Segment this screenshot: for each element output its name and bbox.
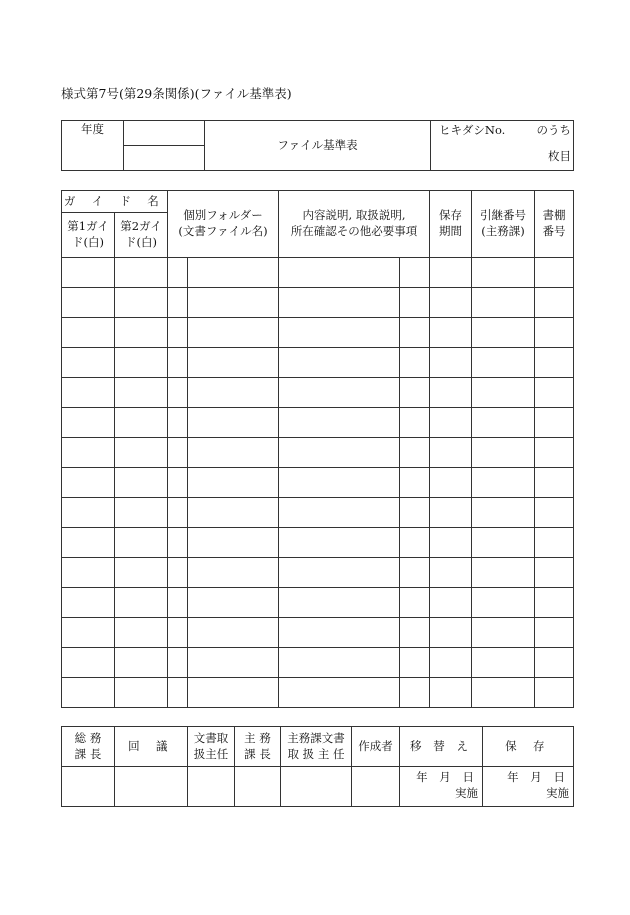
- table-cell[interactable]: [62, 348, 115, 378]
- table-cell[interactable]: [472, 378, 535, 408]
- table-cell[interactable]: [279, 288, 400, 318]
- shelf-header-line1: 書棚: [542, 208, 566, 223]
- table-cell[interactable]: [430, 528, 472, 558]
- file-header-table: [61, 120, 574, 171]
- table-cell[interactable]: [115, 618, 168, 648]
- table-cell[interactable]: [400, 408, 430, 438]
- table-cell[interactable]: [400, 678, 430, 708]
- drawer-cell[interactable]: [431, 121, 574, 171]
- utsurikae-date: 年 月 日: [416, 770, 478, 784]
- shumuka-line1: 主務課文書: [287, 730, 345, 745]
- table-cell[interactable]: [279, 678, 400, 708]
- table-cell[interactable]: [188, 288, 279, 318]
- table-cell[interactable]: [62, 438, 115, 468]
- table-cell[interactable]: [62, 528, 115, 558]
- table-cell[interactable]: [400, 438, 430, 468]
- table-cell[interactable]: [188, 348, 279, 378]
- table-cell[interactable]: [115, 648, 168, 678]
- table-row: [62, 348, 574, 378]
- table-cell[interactable]: [168, 288, 188, 318]
- table-cell[interactable]: [430, 288, 472, 318]
- table-cell[interactable]: [188, 318, 279, 348]
- table-cell[interactable]: [188, 528, 279, 558]
- table-cell[interactable]: [168, 498, 188, 528]
- table-cell[interactable]: [168, 558, 188, 588]
- maime-label: 枚目: [548, 149, 571, 163]
- bunsho-stamp[interactable]: [188, 767, 235, 807]
- table-cell[interactable]: [472, 468, 535, 498]
- table-cell[interactable]: [168, 348, 188, 378]
- table-cell[interactable]: [430, 408, 472, 438]
- utsurikae-jisshi: 実施: [455, 785, 478, 800]
- shumu-line2: 課 長: [244, 746, 271, 761]
- table-cell[interactable]: [472, 588, 535, 618]
- hozon-date-cell[interactable]: [483, 767, 574, 807]
- table-cell[interactable]: [535, 648, 574, 678]
- table-row: [62, 408, 574, 438]
- table-cell[interactable]: [535, 408, 574, 438]
- table-cell[interactable]: [279, 558, 400, 588]
- table-cell[interactable]: [535, 618, 574, 648]
- table-cell[interactable]: [188, 408, 279, 438]
- table-row: [62, 498, 574, 528]
- table-cell[interactable]: [400, 258, 430, 288]
- table-row: [62, 378, 574, 408]
- table-cell[interactable]: [535, 288, 574, 318]
- table-cell[interactable]: [430, 258, 472, 288]
- table-cell[interactable]: [62, 678, 115, 708]
- kaigi-stamp[interactable]: [115, 767, 188, 807]
- table-cell[interactable]: [535, 318, 574, 348]
- table-cell[interactable]: [62, 618, 115, 648]
- guide2-header: 第2ガイド(白): [115, 213, 168, 258]
- table-cell[interactable]: [400, 288, 430, 318]
- file-list-table: [61, 190, 574, 708]
- retention-header: [430, 191, 472, 258]
- table-cell[interactable]: [115, 498, 168, 528]
- table-cell[interactable]: [535, 678, 574, 708]
- table-cell[interactable]: [279, 468, 400, 498]
- table-cell[interactable]: [430, 498, 472, 528]
- table-cell[interactable]: [188, 438, 279, 468]
- table-cell[interactable]: [535, 438, 574, 468]
- table-cell[interactable]: [400, 348, 430, 378]
- table-cell[interactable]: [115, 348, 168, 378]
- table-row: [62, 678, 574, 708]
- table-cell[interactable]: [472, 678, 535, 708]
- table-cell[interactable]: [168, 468, 188, 498]
- guide1-header: 第1ガイド(白): [62, 213, 115, 258]
- table-cell[interactable]: [115, 288, 168, 318]
- table-cell[interactable]: [115, 438, 168, 468]
- table-row: [62, 468, 574, 498]
- table-cell[interactable]: [62, 648, 115, 678]
- table-row: [62, 288, 574, 318]
- utsurikae-date-cell[interactable]: [400, 767, 483, 807]
- table-cell[interactable]: [279, 378, 400, 408]
- description-header-line1: 内容説明, 取扱説明,: [302, 208, 406, 223]
- table-cell[interactable]: [62, 558, 115, 588]
- table-cell[interactable]: [115, 408, 168, 438]
- table-cell[interactable]: [115, 678, 168, 708]
- table-cell[interactable]: [430, 378, 472, 408]
- shelf-header: [535, 191, 574, 258]
- bunsho-header: [188, 727, 235, 767]
- table-cell[interactable]: [400, 648, 430, 678]
- description-header: [279, 191, 430, 258]
- sakusei-header: 作成者: [352, 727, 400, 767]
- soumu-header: [62, 727, 115, 767]
- table-cell[interactable]: [115, 378, 168, 408]
- table-row: [62, 318, 574, 348]
- description-header-line2: 所在確認その他必要事項: [290, 224, 418, 238]
- table-cell[interactable]: [400, 558, 430, 588]
- table-cell[interactable]: [188, 588, 279, 618]
- table-cell[interactable]: [430, 318, 472, 348]
- shumu-line1: 主 務: [244, 730, 271, 745]
- table-cell[interactable]: [430, 438, 472, 468]
- table-cell[interactable]: [472, 408, 535, 438]
- table-cell[interactable]: [188, 468, 279, 498]
- table-cell[interactable]: [279, 498, 400, 528]
- header-title: ファイル基準表: [205, 121, 431, 171]
- table-cell[interactable]: [430, 588, 472, 618]
- table-cell[interactable]: [279, 258, 400, 288]
- folder-header-line2: (文書ファイル名): [178, 224, 268, 238]
- table-cell[interactable]: [400, 588, 430, 618]
- table-cell[interactable]: [188, 378, 279, 408]
- table-cell[interactable]: [115, 318, 168, 348]
- table-cell[interactable]: [188, 258, 279, 288]
- table-cell[interactable]: [279, 618, 400, 648]
- table-cell[interactable]: [188, 648, 279, 678]
- hozon-header: 保 存: [483, 727, 574, 767]
- table-cell[interactable]: [279, 318, 400, 348]
- approval-table: [61, 726, 574, 807]
- table-cell[interactable]: [168, 408, 188, 438]
- table-cell[interactable]: [279, 408, 400, 438]
- year-label: 年度: [62, 121, 124, 171]
- table-row: [62, 258, 574, 288]
- table-cell[interactable]: [430, 648, 472, 678]
- table-cell[interactable]: [62, 288, 115, 318]
- transfer-header: [472, 191, 535, 258]
- bunsho-line2: 扱主任: [193, 746, 229, 761]
- table-cell[interactable]: [430, 558, 472, 588]
- table-cell[interactable]: [168, 438, 188, 468]
- table-cell[interactable]: [400, 498, 430, 528]
- table-row: [62, 618, 574, 648]
- hikidashi-label: ヒキダシNo.: [439, 123, 506, 137]
- table-cell[interactable]: [279, 528, 400, 558]
- table-cell[interactable]: [535, 348, 574, 378]
- table-cell[interactable]: [400, 468, 430, 498]
- table-cell[interactable]: [279, 348, 400, 378]
- table-cell[interactable]: [430, 678, 472, 708]
- table-row: [62, 438, 574, 468]
- table-cell[interactable]: [472, 558, 535, 588]
- shumuka-header: [281, 727, 352, 767]
- table-cell[interactable]: [168, 528, 188, 558]
- table-cell[interactable]: [535, 468, 574, 498]
- table-cell[interactable]: [472, 348, 535, 378]
- table-cell[interactable]: [168, 258, 188, 288]
- table-cell[interactable]: [115, 558, 168, 588]
- utsurikae-header: 移 替 え: [400, 727, 483, 767]
- soumu-line1: 総 務: [74, 730, 102, 745]
- table-cell[interactable]: [279, 438, 400, 468]
- shumuka-stamp[interactable]: [281, 767, 352, 807]
- folder-header-line1: 個別フォルダー: [183, 208, 263, 223]
- folder-header: [168, 191, 279, 258]
- table-cell[interactable]: [62, 378, 115, 408]
- table-cell[interactable]: [400, 528, 430, 558]
- table-cell[interactable]: [472, 648, 535, 678]
- table-cell[interactable]: [472, 438, 535, 468]
- table-cell[interactable]: [472, 258, 535, 288]
- table-cell[interactable]: [535, 558, 574, 588]
- table-cell[interactable]: [188, 558, 279, 588]
- table-cell[interactable]: [535, 588, 574, 618]
- nouchi-label: のうち: [536, 123, 571, 137]
- table-cell[interactable]: [535, 258, 574, 288]
- table-cell[interactable]: [472, 528, 535, 558]
- table-cell[interactable]: [472, 318, 535, 348]
- shumu-stamp[interactable]: [235, 767, 281, 807]
- table-cell[interactable]: [62, 588, 115, 618]
- table-cell[interactable]: [168, 318, 188, 348]
- table-cell[interactable]: [535, 498, 574, 528]
- table-cell[interactable]: [535, 528, 574, 558]
- hozon-jisshi: 実施: [546, 785, 569, 800]
- transfer-header-line2: (主務課): [481, 224, 525, 238]
- form-caption: 様式第7号(第29条関係)(ファイル基準表): [61, 86, 292, 101]
- table-cell[interactable]: [168, 648, 188, 678]
- table-row: [62, 588, 574, 618]
- year-value-bottom[interactable]: [124, 146, 205, 171]
- table-cell[interactable]: [472, 618, 535, 648]
- soumu-line2: 課 長: [74, 746, 102, 761]
- guide-name-header: ガ イ ド 名: [62, 191, 168, 213]
- table-cell[interactable]: [188, 678, 279, 708]
- year-value-top[interactable]: [124, 121, 205, 146]
- table-cell[interactable]: [115, 258, 168, 288]
- sakusei-stamp[interactable]: [352, 767, 400, 807]
- table-cell[interactable]: [168, 588, 188, 618]
- table-row: [62, 528, 574, 558]
- table-cell[interactable]: [430, 618, 472, 648]
- bunsho-line1: 文書取: [193, 730, 229, 745]
- table-cell[interactable]: [115, 588, 168, 618]
- table-cell[interactable]: [62, 408, 115, 438]
- table-cell[interactable]: [430, 468, 472, 498]
- transfer-header-line1: 引継番号: [480, 208, 526, 223]
- table-cell[interactable]: [188, 498, 279, 528]
- table-cell[interactable]: [168, 618, 188, 648]
- table-cell[interactable]: [62, 258, 115, 288]
- table-cell[interactable]: [168, 678, 188, 708]
- table-cell[interactable]: [472, 498, 535, 528]
- table-cell[interactable]: [400, 318, 430, 348]
- table-cell[interactable]: [535, 378, 574, 408]
- table-row: [62, 648, 574, 678]
- shelf-header-line2: 番号: [542, 224, 566, 238]
- table-row: [62, 558, 574, 588]
- retention-header-line1: 保存: [439, 208, 462, 223]
- table-cell[interactable]: [279, 648, 400, 678]
- table-cell[interactable]: [62, 318, 115, 348]
- table-cell[interactable]: [168, 378, 188, 408]
- hozon-date: 年 月 日: [507, 770, 569, 784]
- table-cell[interactable]: [400, 618, 430, 648]
- soumu-stamp[interactable]: [62, 767, 115, 807]
- table-cell[interactable]: [472, 288, 535, 318]
- table-cell[interactable]: [430, 348, 472, 378]
- retention-header-line2: 期間: [439, 224, 462, 238]
- table-cell[interactable]: [400, 378, 430, 408]
- table-cell[interactable]: [115, 468, 168, 498]
- table-cell[interactable]: [115, 528, 168, 558]
- shumuka-line2: 取 扱 主 任: [287, 746, 345, 761]
- table-cell[interactable]: [62, 468, 115, 498]
- kaigi-header: 回 議: [115, 727, 188, 767]
- table-cell[interactable]: [62, 498, 115, 528]
- shumu-header: [235, 727, 281, 767]
- table-cell[interactable]: [188, 618, 279, 648]
- table-cell[interactable]: [279, 588, 400, 618]
